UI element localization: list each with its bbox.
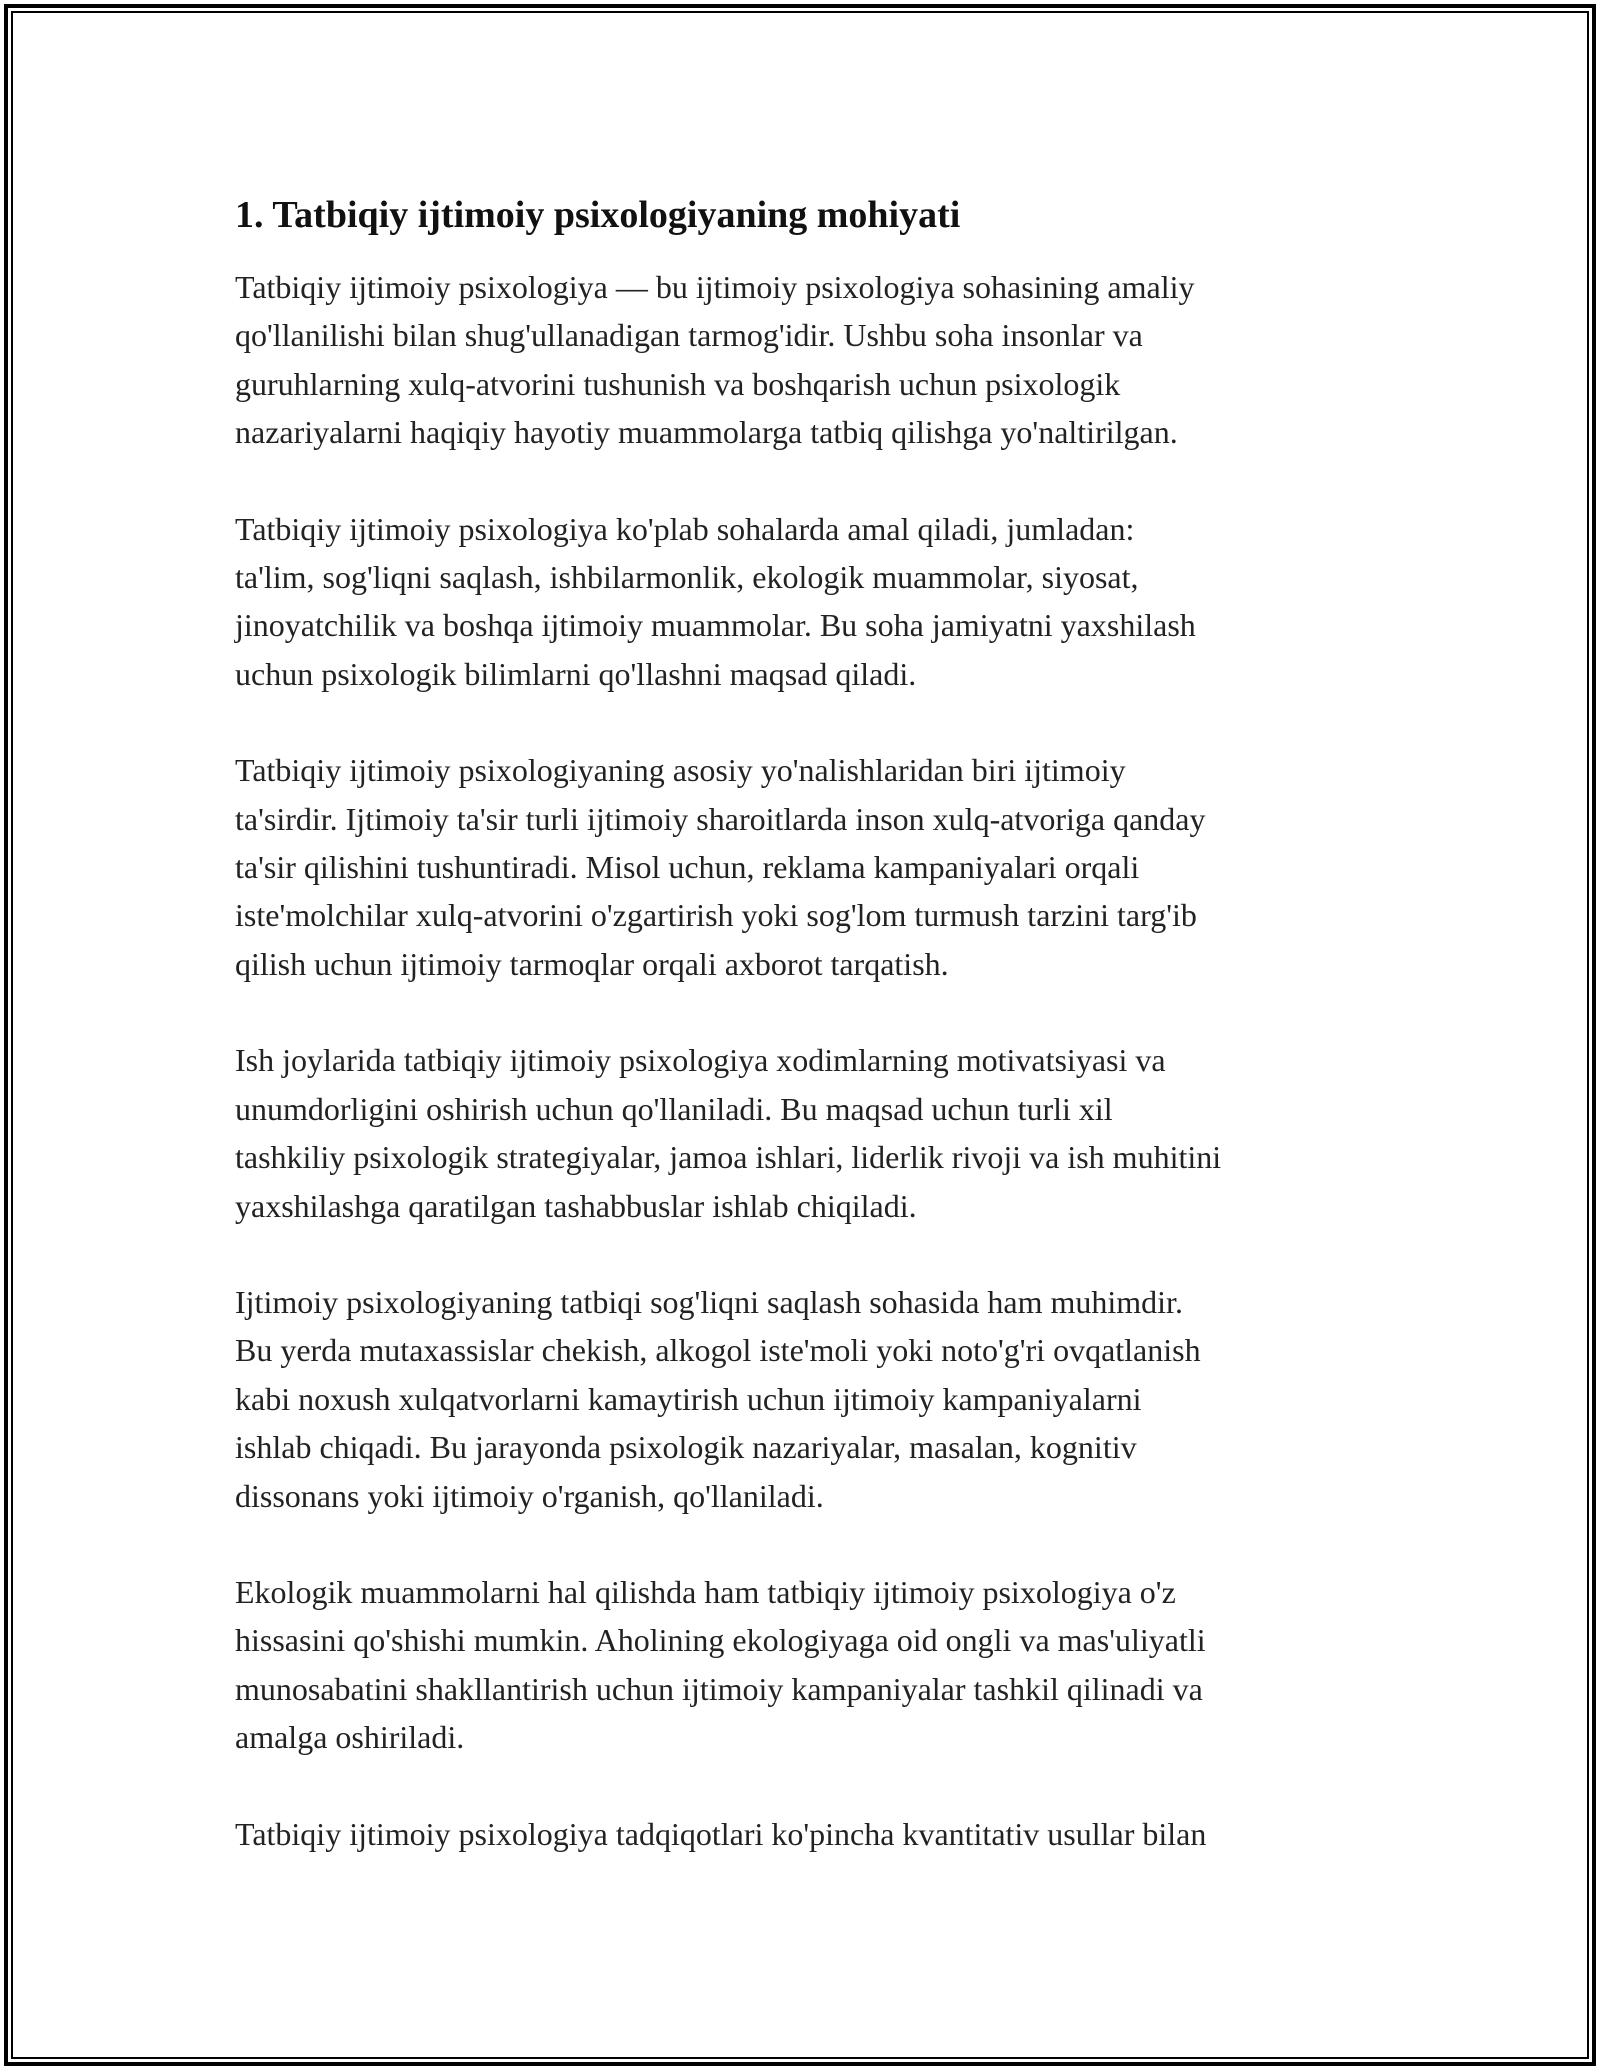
paragraph-6: Ekologik muammolarni hal qilishda ham tatbiqiy ijtimoiy psixologiya o'z hissasini qo'shishi mumkin. Aholining ekologiyaga oid ongli va mas'uliyatli munosabatini shakllantirish uchun ijtimoiy kampaniyalar tashkil qilinadi va amalga oshiriladi. — [235, 1573, 1206, 1756]
document-page — [235, 187, 1385, 1906]
paragraph-2: Tatbiqiy ijtimoiy psixologiya ko'plab sohalarda amal qiladi, jumladan: ta'lim, sog'liqni saqlash, ishbilarmonlik, ekologik muammolar, siyosat, jinoyatchilik va boshqa ijtimoiy muammolar. Bu soha jamiyatni yaxshilash uchun psixologik bilimlarni qo'llashni maqsad qiladi. — [235, 510, 1196, 692]
section-heading: 1. Tatbiqiy ijtimoiy psixologiyaning mohiyati — [235, 194, 961, 236]
paragraph-1: Tatbiqiy ijtimoiy psixologiya — bu ijtimoiy psixologiya sohasining amaliy qo'llanilishi bilan shug'ullanadigan tarmog'idir. Ushbu soha insonlar va guruhlarning xulq-atvorini tushunish va boshqarish uchun psixologik nazariyalarni haqiqiy hayotiy muammolarga tatbiq qilishga yo'naltirilgan. — [235, 269, 1195, 451]
paragraph-3: Tatbiqiy ijtimoiy psixologiyaning asosiy yo'nalishlaridan biri ijtimoiy ta'sirdir. Ijtimoiy ta'sir turli ijtimoiy sharoitlarda inson xulq-atvoriga qanday ta'sir qilishini tushuntiradi. Misol uchun, reklama kampaniyalari orqali iste'molchilar xulq-atvorini o'zgartirish yoki sog'lom turmush tarzini targ'ib qilish uchun ijtimoiy tarmoqlar orqali axborot tarqatish. — [235, 752, 1206, 982]
paragraph-4: Ish joylarida tatbiqiy ijtimoiy psixologiya xodimlarning motivatsiyasi va unumdorligini oshirish uchun qo'llaniladi. Bu maqsad uchun turli xil tashkiliy psixologik strategiyalar, jamoa ishlari, liderlik rivoji va ish muhitini yaxshilashga qaratilgan tashabbuslar ishlab chiqiladi. — [235, 1042, 1222, 1224]
paragraph-7: Tatbiqiy ijtimoiy psixologiya tadqiqotlari ko'pincha kvantitativ usullar bilan — [235, 1815, 1207, 1852]
paragraph-5: Ijtimoiy psixologiyaning tatbiqi sog'liqni saqlash sohasida ham muhimdir. Bu yerda mutaxassislar chekish, alkogol iste'moli yoki noto'g'ri ovqatlanish kabi noxush xulqatvorlarni kamaytirish uchun ijtimoiy kampaniyalarni ishlab chiqadi. Bu jarayonda psixologik nazariyalar, masalan, kognitiv dissonans yoki ijtimoiy o'rganish, qo'llaniladi. — [235, 1283, 1201, 1514]
